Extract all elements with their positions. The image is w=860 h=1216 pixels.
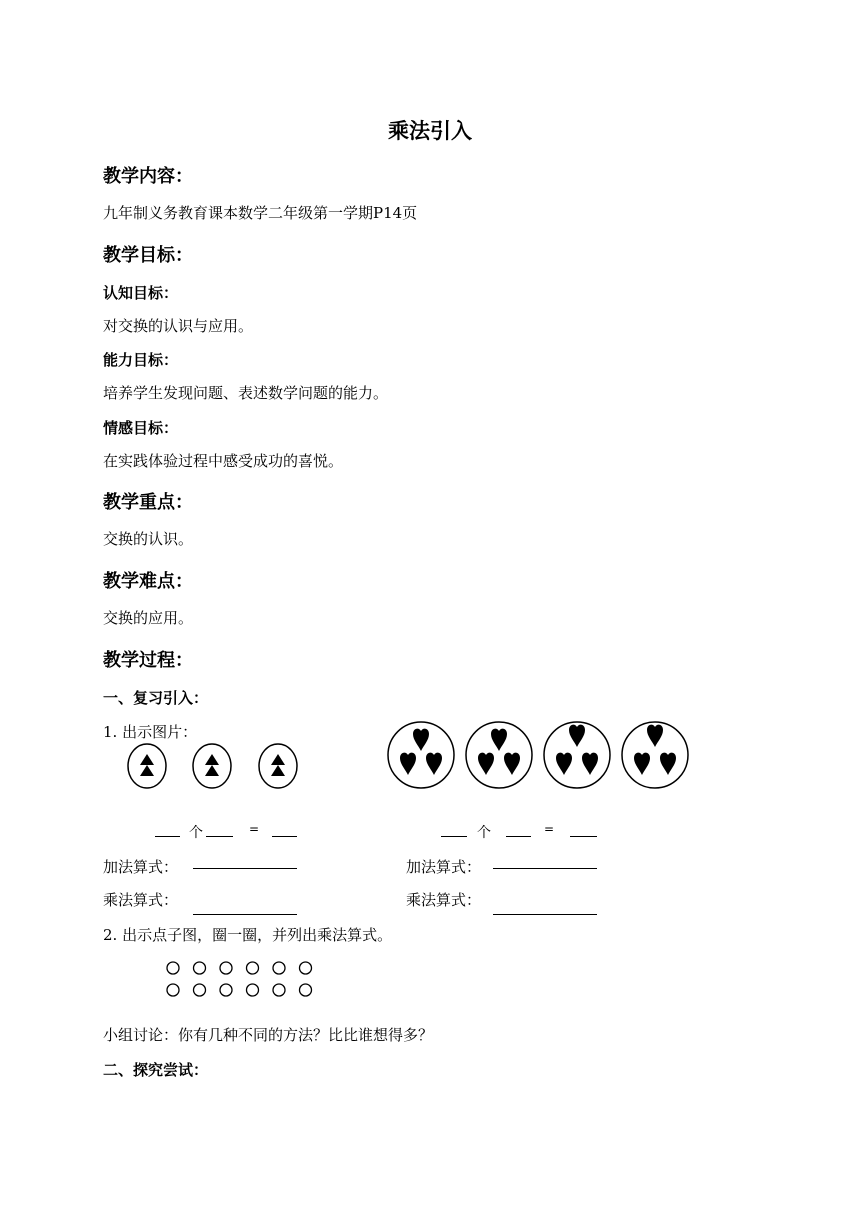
heart-trio-icon <box>556 725 598 775</box>
dot-circle <box>220 962 232 974</box>
emotion-text: 在实践体验过程中感受成功的喜悦。 <box>103 452 344 470</box>
heart-circle-4 <box>622 722 688 788</box>
dot-grid-figure <box>160 958 320 1002</box>
triangle-circle-3 <box>259 744 297 788</box>
right-count-blank[interactable] <box>441 836 467 837</box>
dot-circle <box>300 962 312 974</box>
dot-circle <box>167 984 179 996</box>
heart-circle-2 <box>466 722 532 788</box>
right-per-blank[interactable] <box>506 836 531 837</box>
dot-circle <box>194 984 206 996</box>
discussion-text: 小组讨论：你有几种不同的方法？比比谁想得多？ <box>103 1026 434 1044</box>
triangle-circle-1 <box>128 744 166 788</box>
heart-circle-3 <box>544 722 610 788</box>
right-unit: 个 <box>477 825 491 841</box>
dot-circle <box>273 984 285 996</box>
dot-circle <box>220 984 232 996</box>
right-multiplication-blank[interactable] <box>493 914 597 915</box>
heart-trio-icon <box>478 729 520 775</box>
left-unit: 个 <box>189 825 203 841</box>
triangle-pair-icon <box>271 754 285 776</box>
heart-circles-figure <box>386 718 691 792</box>
right-addition-label: 加法算式： <box>406 858 482 876</box>
process-heading: 教学过程： <box>103 650 193 671</box>
part2-heading: 二、探究尝试： <box>103 1061 209 1079</box>
left-addition-blank[interactable] <box>193 868 297 869</box>
left-addition-label: 加法算式： <box>103 858 179 876</box>
dot-circle <box>300 984 312 996</box>
dot-circle <box>167 962 179 974</box>
difficulty-heading: 教学难点： <box>103 571 193 592</box>
heart-trio-icon <box>400 729 442 775</box>
emotion-heading: 情感目标： <box>103 419 179 437</box>
key-heading: 教学重点： <box>103 492 193 513</box>
left-result-blank[interactable] <box>272 836 297 837</box>
left-equals: = <box>249 822 260 836</box>
dot-circle <box>247 962 259 974</box>
heart-circle-1 <box>388 722 454 788</box>
ability-text: 培养学生发现问题、表述数学问题的能力。 <box>103 384 389 402</box>
cognitive-text: 对交换的认识与应用。 <box>103 317 254 335</box>
goals-heading: 教学目标： <box>103 245 193 266</box>
right-addition-blank[interactable] <box>493 868 597 869</box>
dot-circle <box>273 962 285 974</box>
triangle-pair-icon <box>205 754 219 776</box>
item2-label: 2. 出示点子图，圈一圈，并列出乘法算式。 <box>103 926 393 944</box>
heart-trio-icon <box>634 725 676 775</box>
difficulty-text: 交换的应用。 <box>103 609 194 627</box>
left-count-blank[interactable] <box>155 836 180 837</box>
content-heading: 教学内容： <box>103 166 193 187</box>
right-result-blank[interactable] <box>570 836 597 837</box>
cognitive-heading: 认知目标： <box>103 284 179 302</box>
item1-label: 1. 出示图片： <box>103 723 198 741</box>
dot-circle <box>194 962 206 974</box>
dot-circle <box>247 984 259 996</box>
left-multiplication-blank[interactable] <box>193 914 297 915</box>
key-text: 交换的认识。 <box>103 530 194 548</box>
triangle-circle-2 <box>193 744 231 788</box>
ability-heading: 能力目标： <box>103 351 179 369</box>
part1-heading: 一、复习引入： <box>103 689 209 707</box>
left-per-blank[interactable] <box>206 836 233 837</box>
triangle-pair-icon <box>140 754 154 776</box>
left-multiplication-label: 乘法算式： <box>103 891 179 909</box>
content-text: 九年制义务教育课本数学二年级第一学期P14页 <box>103 204 418 222</box>
triangle-circles-figure <box>126 742 301 792</box>
right-equals: = <box>544 822 555 836</box>
right-multiplication-label: 乘法算式： <box>406 891 482 909</box>
page-title: 乘法引入 <box>388 119 472 143</box>
